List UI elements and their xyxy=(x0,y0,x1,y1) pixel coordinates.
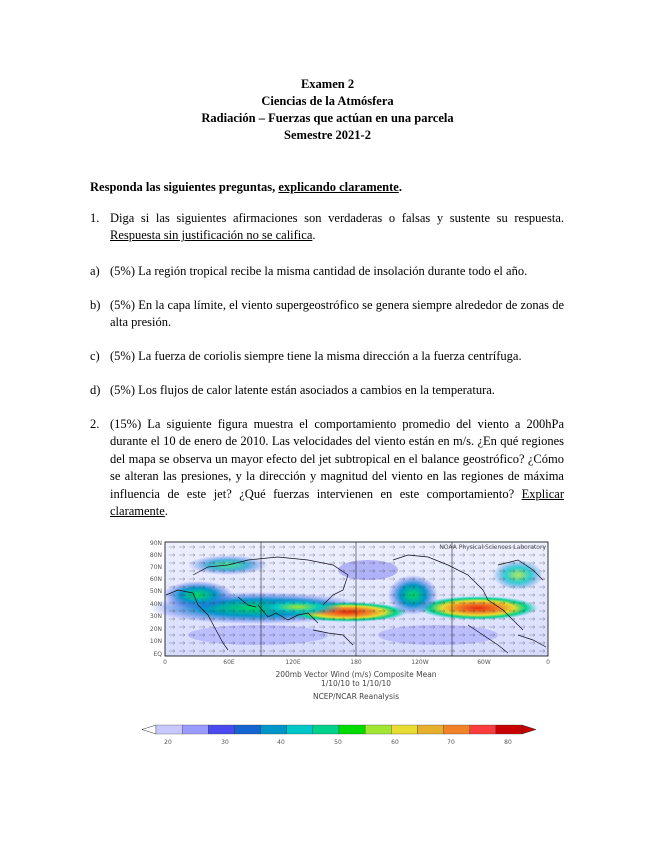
colorbar-segment xyxy=(313,725,339,734)
svg-text:120W: 120W xyxy=(411,659,429,666)
subquestion-d: d) (5%) Los flujos de calor latente están asociados a cambios en la temperatura. xyxy=(90,383,495,397)
subquestion-c: c) (5%) La fuerza de coriolis siempre tiene la misma dirección a la fuerza centrífuga. xyxy=(90,349,522,363)
colorbar-segment xyxy=(208,725,234,734)
svg-text:10N: 10N xyxy=(149,638,162,645)
lat-axis-labels xyxy=(150,540,162,658)
svg-text:70: 70 xyxy=(447,739,455,746)
exam-topic: Radiación – Fuerzas que actúan en una parcela xyxy=(201,111,454,125)
figure-caption-title: 200mb Vector Wind (m/s) Composite Mean xyxy=(275,670,437,679)
colorbar-segment xyxy=(234,725,260,734)
colorbar-segment xyxy=(391,725,417,734)
colorbar-segment xyxy=(470,725,496,734)
figure-caption-source: NCEP/NCAR Reanalysis xyxy=(312,692,400,701)
question-1: 1. Diga si las siguientes afirmaciones son verdaderas o falsas y sustente su respuesta. Respuesta sin justificación no se califica. xyxy=(90,211,564,243)
colorbar-segment xyxy=(339,725,365,734)
colorbar xyxy=(142,725,536,734)
svg-text:40N: 40N xyxy=(149,601,162,608)
wind-map-figure xyxy=(138,535,558,755)
svg-text:30: 30 xyxy=(221,739,229,746)
subquestion-b: b) (5%) En la capa límite, el viento supergeostrófico se genera siempre alrededor de zonas de alta presión. xyxy=(90,298,564,330)
svg-text:EQ: EQ xyxy=(153,651,162,658)
colorbar-segment xyxy=(496,725,522,734)
svg-text:40: 40 xyxy=(277,739,285,746)
colorbar-segment xyxy=(156,725,182,734)
svg-text:20: 20 xyxy=(164,739,172,746)
svg-text:70N: 70N xyxy=(149,564,162,571)
svg-text:120E: 120E xyxy=(285,659,301,666)
svg-text:50N: 50N xyxy=(149,588,162,595)
svg-text:60N: 60N xyxy=(149,576,162,583)
subquestion-a: a) (5%) La región tropical recibe la misma cantidad de insolación durante todo el año. xyxy=(90,264,528,278)
data-credit: NOAA Physical Sciences Laboratory xyxy=(439,544,546,551)
exam-header xyxy=(0,76,655,144)
svg-text:60W: 60W xyxy=(477,659,491,666)
svg-text:90N: 90N xyxy=(149,540,162,547)
colorbar-segment xyxy=(417,725,443,734)
svg-text:0: 0 xyxy=(546,659,550,666)
colorbar-segment xyxy=(261,725,287,734)
colorbar-segment xyxy=(444,725,470,734)
colorbar-labels xyxy=(164,739,512,746)
svg-text:180: 180 xyxy=(350,659,362,666)
svg-text:50: 50 xyxy=(334,739,342,746)
lon-axis-labels xyxy=(163,659,550,666)
colorbar-right-cap xyxy=(522,725,536,734)
question-2: 2. (15%) La siguiente figura muestra el comportamiento promedio del viento a 200hPa durante el 10 de enero de 2010. Las velocidades del viento están en m/s. ¿En qué regiones del mapa se observa un mayor efecto del jet subtropical en el balance geostrófico? ¿Cómo se alteran las presiones, y la dirección y magnitud del viento en las regiones de máxima influencia de este jet? ¿Qué fuerzas intervienen en este comportamiento? Explicar claramente. xyxy=(90,417,564,519)
svg-text:0: 0 xyxy=(163,659,167,666)
colorbar-segment xyxy=(182,725,208,734)
figure-caption-dates: 1/10/10 to 1/10/10 xyxy=(320,679,392,688)
svg-text:80: 80 xyxy=(504,739,512,746)
exam-title: Examen 2 xyxy=(300,77,355,91)
instructions: Responda las siguientes preguntas, explicando claramente. xyxy=(90,180,402,194)
colorbar-segment xyxy=(287,725,313,734)
svg-text:60: 60 xyxy=(391,739,399,746)
semester: Semestre 2021-2 xyxy=(284,128,371,142)
svg-text:30N: 30N xyxy=(149,613,162,620)
svg-text:20N: 20N xyxy=(149,626,162,633)
course-name: Ciencias de la Atmósfera xyxy=(261,94,394,108)
svg-text:80N: 80N xyxy=(149,552,162,559)
colorbar-segment xyxy=(365,725,391,734)
colorbar-left-cap xyxy=(142,725,156,734)
svg-text:60E: 60E xyxy=(223,659,235,666)
